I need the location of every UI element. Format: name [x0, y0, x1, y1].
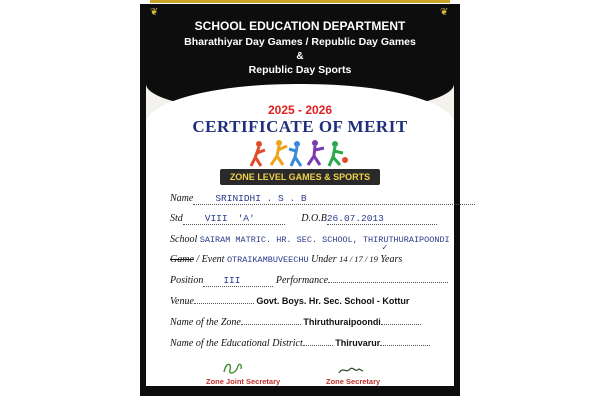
position-row	[170, 275, 448, 287]
name-value: SRINIDHI . S . B	[215, 193, 307, 204]
zone-secretary-label: Zone Secretary	[326, 377, 381, 386]
zone-value: Thiruthuraipoondi	[303, 317, 381, 327]
section-value: 'A'	[237, 213, 255, 224]
event-row	[170, 254, 402, 265]
athletes-graphic	[245, 138, 355, 168]
std-value: VIII	[204, 213, 228, 224]
ampersand: &	[296, 51, 304, 62]
certificate-title: CERTIFICATE OF MERIT	[192, 117, 408, 136]
academic-year: 2025 - 2026	[267, 103, 333, 117]
ornament-icon-left: ❦	[150, 7, 159, 18]
event-label: / Event	[196, 254, 225, 265]
position-label: Position	[170, 275, 204, 286]
department-title: SCHOOL EDUCATION DEPARTMENT	[194, 19, 406, 33]
district-label: Name of the Educational District	[170, 338, 303, 349]
school-value: SAIRAM MATRIC. HR. SEC. SCHOOL, THIRUTHURAIPOONDI	[199, 235, 450, 245]
game-label: Game	[170, 254, 194, 265]
school-label: School	[170, 234, 198, 245]
std-row	[170, 213, 437, 225]
under-label: Under	[311, 254, 337, 265]
venue-label: Venue	[170, 296, 194, 307]
district-value: Thiruvarur	[335, 338, 381, 348]
dob-value: 26.07.2013	[326, 213, 384, 224]
position-value: III	[223, 275, 241, 286]
joint-secretary-label: Zone Joint Secretary	[206, 377, 281, 386]
name-label: Name	[170, 193, 194, 204]
std-label: Std	[170, 213, 183, 224]
zone-secretary-signature	[338, 364, 364, 376]
under-check-mark: ✓	[382, 243, 388, 253]
zone-label: Name of the Zone	[170, 317, 241, 328]
district-row	[170, 338, 430, 349]
zone-banner: ZONE LEVEL GAMES & SPORTS	[220, 169, 380, 185]
joint-secretary-signature	[222, 360, 244, 376]
event-value: OTRAIKAMBUVEECHU	[226, 255, 309, 265]
sports-line: Republic Day Sports	[248, 64, 352, 76]
under-values: 14 / 17 / 19	[339, 254, 378, 264]
dob-label: D.O.B	[301, 213, 327, 224]
ornament-icon-right: ❦	[440, 7, 449, 18]
games-line: Bharathiyar Day Games / Republic Day Games	[184, 36, 416, 48]
venue-row	[170, 296, 409, 307]
years-label: Years	[380, 254, 403, 265]
gold-trim	[150, 0, 450, 3]
zone-row	[170, 317, 421, 328]
name-row	[170, 193, 475, 205]
school-row	[170, 234, 450, 245]
venue-value: Govt. Boys. Hr. Sec. School - Kottur	[256, 296, 410, 306]
performance-label: Performance	[275, 275, 329, 286]
